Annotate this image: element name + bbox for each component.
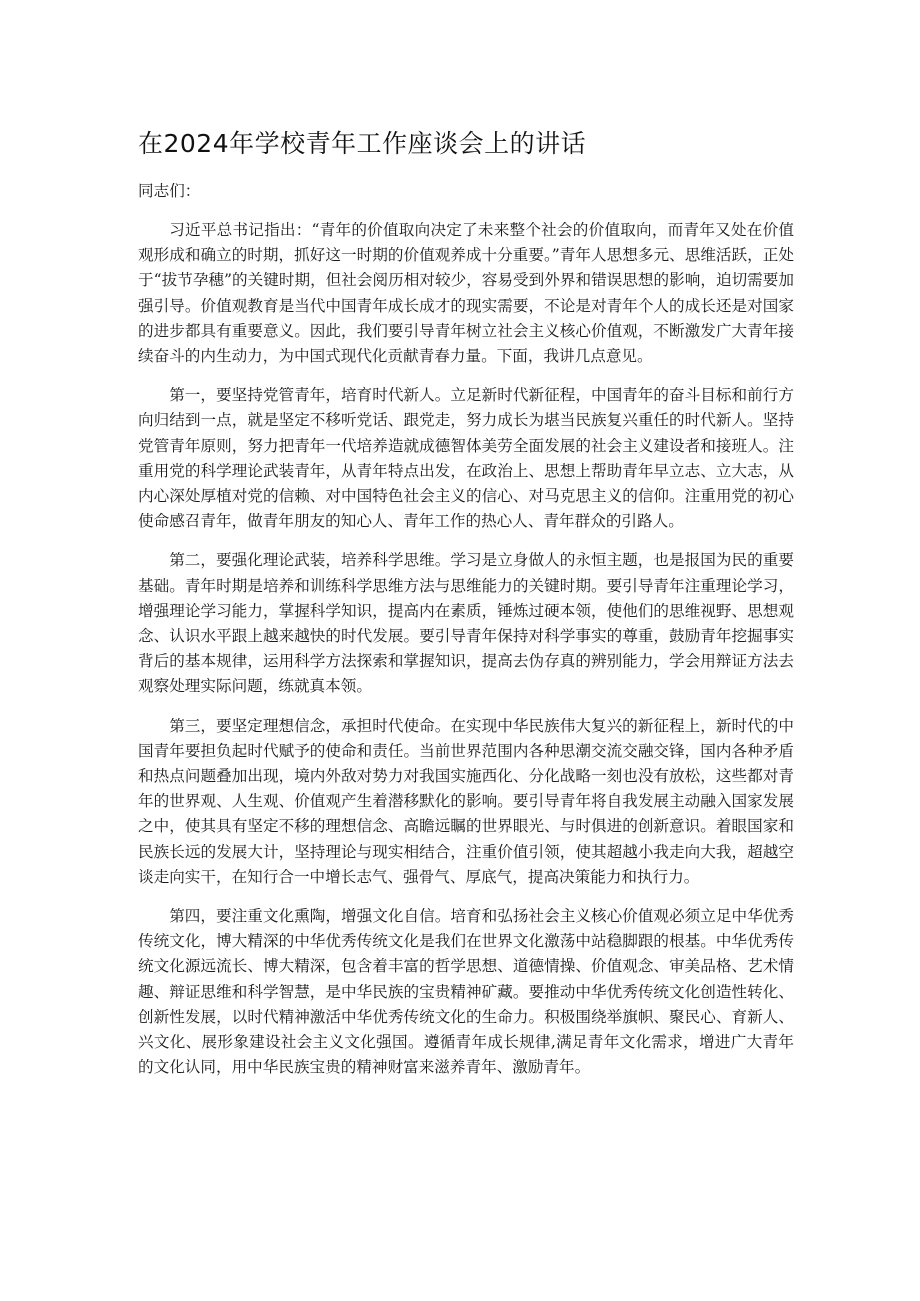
- paragraph-intro: 习近平总书记指出：“青年的价值取向决定了未来整个社会的价值取向，而青年又处在价值观形成和确立的时期，抓好这一时期的价值观养成十分重要。”青年人思想多元、思维活跃，正处于“拔节孕穗”的关键时期，但社会阅历相对较少，容易受到外界和错误思想的影响，迫切需要加强引导。价值观教育是当代中国青年成长成才的现实需要，不论是对青年个人的成长还是对国家的进步都具有重要意义。因此，我们要引导青年树立社会主义核心价值观，不断激发广大青年接续奋斗的内生动力，为中国式现代化贡献青春力量。下面，我讲几点意见。: [138, 221, 794, 366]
- salutation: 同志们：: [138, 182, 201, 200]
- paragraph-point-1: 第一，要坚持党管青年，培育时代新人。立足新时代新征程，中国青年的奋斗目标和前行方向归结到一点，就是坚定不移听党话、跟党走，努力成长为堪当民族复兴重任的时代新人。坚持党管青年原则，努力把青年一代培养造就成德智体美劳全面发展的社会主义建设者和接班人。注重用党的科学理论武装青年，从青年特点出发，在政治上、思想上帮助青年早立志、立大志，从内心深处厚植对党的信赖、对中国特色社会主义的信心、对马克思主义的信仰。注重用党的初心使命感召青年，做青年朋友的知心人、青年工作的热心人、青年群众的引路人。: [138, 386, 794, 531]
- document-title: 在2024年学校青年工作座谈会上的讲话: [138, 129, 587, 158]
- document-body: [138, 124, 794, 1095]
- paragraph-point-3: 第三，要坚定理想信念，承担时代使命。在实现中华民族伟大复兴的新征程上，新时代的中国青年要担负起时代赋予的使命和责任。当前世界范围内各种思潮交流交融交锋，国内各种矛盾和热点问题叠加出现，境内外敌对势力对我国实施西化、分化战略一刻也没有放松，这些都对青年的世界观、人生观、价值观产生着潜移默化的影响。要引导青年将自我发展主动融入国家发展之中，使其具有坚定不移的理想信念、高瞻远瞩的世界眼光、与时俱进的创新意识。着眼国家和民族长远的发展大计，坚持理论与现实相结合，注重价值引领，使其超越小我走向大我，超越空谈走向实干，在知行合一中增长志气、强骨气、厚底气，提高决策能力和执行力。: [138, 716, 794, 886]
- paragraph-point-4: 第四，要注重文化熏陶，增强文化自信。培育和弘扬社会主义核心价值观必须立足中华优秀传统文化，博大精深的中华优秀传统文化是我们在世界文化激荡中站稳脚跟的根基。中华优秀传统文化源远流长、博大精深，包含着丰富的哲学思想、道德情操、价值观念、审美品格、艺术情趣、辩证思维和科学智慧，是中华民族的宝贵精神矿藏。要推动中华优秀传统文化创造性转化、创新性发展，以时代精神激活中华优秀传统文化的生命力。积极围绕举旗帜、聚民心、育新人、兴文化、展形象建设社会主义文化强国。遵循青年成长规律,满足青年文化需求，增进广大青年的文化认同，用中华民族宝贵的精神财富来滋养青年、激励青年。: [138, 907, 794, 1077]
- paragraph-point-2: 第二，要强化理论武装，培养科学思维。学习是立身做人的永恒主题，也是报国为民的重要基础。青年时期是培养和训练科学思维方法与思维能力的关键时期。要引导青年注重理论学习，增强理论学习能力，掌握科学知识，提高内在素质，锤炼过硬本领，使他们的思维视野、思想观念、认识水平跟上越来越快的时代发展。要引导青年保持对科学事实的尊重，鼓励青年挖掘事实背后的基本规律，运用科学方法探索和掌握知识，提高去伪存真的辨别能力，学会用辩证方法去观察处理实际问题，练就真本领。: [138, 551, 794, 696]
